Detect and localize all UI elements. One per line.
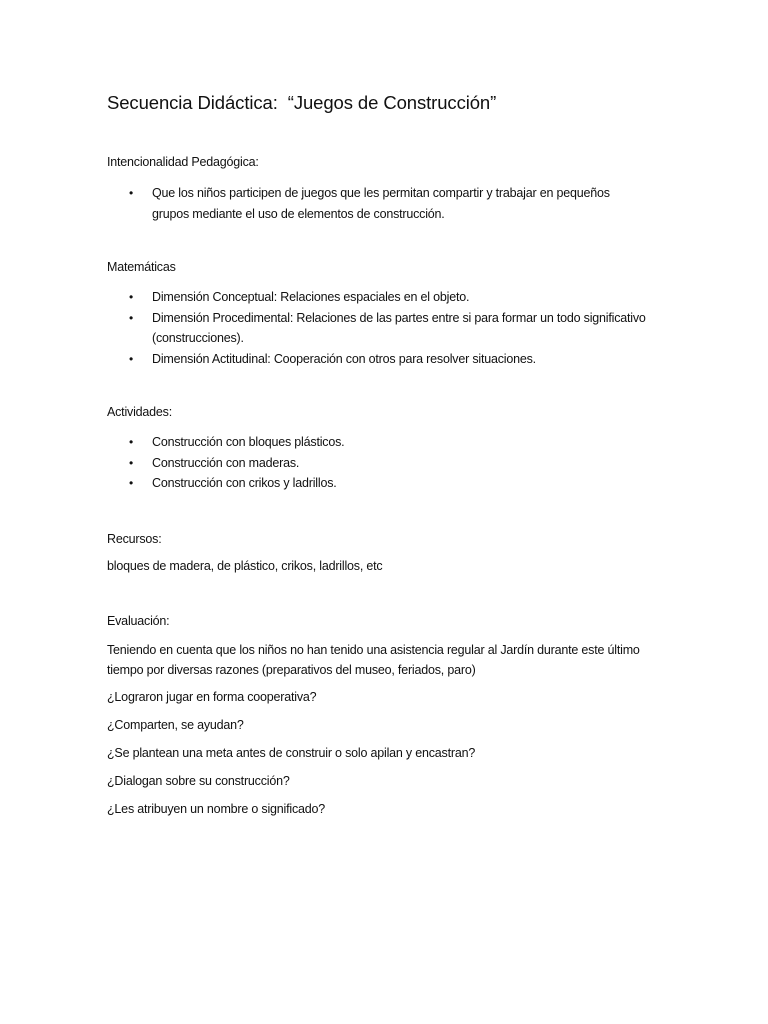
list-item-text: Que los niños participen de juegos que les permitan compartir y trabajar en pequeños grupos mediante el uso de elementos de construcción. [152, 186, 610, 221]
list-item-text: Construcción con bloques plásticos. [152, 435, 345, 449]
list-item [107, 473, 647, 494]
heading-intencionalidad: Intencionalidad Pedagógica: [107, 155, 259, 169]
bullet-marker: • [129, 186, 134, 200]
evaluacion-question: ¿Dialogan sobre su construcción? [107, 774, 290, 788]
list-matematicas [107, 287, 647, 369]
heading-matematicas: Matemáticas [107, 260, 176, 274]
bullet-marker: • [129, 351, 134, 366]
heading-evaluacion: Evaluación: [107, 614, 170, 628]
evaluacion-question: ¿Se plantean una meta antes de construir o solo apilan y encastran? [107, 746, 476, 760]
list-item [107, 308, 647, 349]
bullet-marker: • [129, 435, 134, 449]
evaluacion-question: ¿Comparten, se ayudan? [107, 718, 244, 732]
document-title [107, 92, 496, 114]
title-name: “Juegos de Construcción” [287, 92, 497, 113]
evaluacion-question: ¿Lograron jugar en forma cooperativa? [107, 690, 317, 704]
heading-actividades: Actividades: [107, 405, 172, 419]
list-intencionalidad [107, 183, 647, 224]
list-actividades [107, 432, 647, 494]
list-item [107, 287, 647, 308]
title-prefix: Secuencia Didáctica: [107, 92, 278, 113]
heading-recursos: Recursos: [107, 532, 162, 546]
bullet-marker: • [129, 476, 134, 490]
list-item [107, 183, 647, 224]
evaluacion-intro: Teniendo en cuenta que los niños no han tenido una asistencia regular al Jardín durante este último tiempo por diversas razones (preparativos del museo, feriados, paro) [107, 643, 640, 677]
bullet-marker: • [129, 290, 134, 304]
list-item-text: Construcción con maderas. [152, 455, 300, 470]
recursos-text: bloques de madera, de plástico, crikos, ladrillos, etc [107, 559, 383, 573]
list-item [107, 453, 647, 474]
evaluacion-question: ¿Les atribuyen un nombre o significado? [107, 802, 326, 816]
bullet-marker: • [129, 455, 134, 470]
list-item [107, 432, 647, 453]
list-item-text: Dimensión Actitudinal: Cooperación con otros para resolver situaciones. [152, 351, 536, 366]
list-item [107, 349, 647, 370]
list-item-text: Construcción con crikos y ladrillos. [152, 476, 337, 490]
list-item-text: Dimensión Procedimental: Relaciones de las partes entre si para formar un todo significativo (construcciones). [152, 310, 646, 345]
list-item-text: Dimensión Conceptual: Relaciones espaciales en el objeto. [152, 290, 470, 304]
bullet-marker: • [129, 310, 134, 325]
